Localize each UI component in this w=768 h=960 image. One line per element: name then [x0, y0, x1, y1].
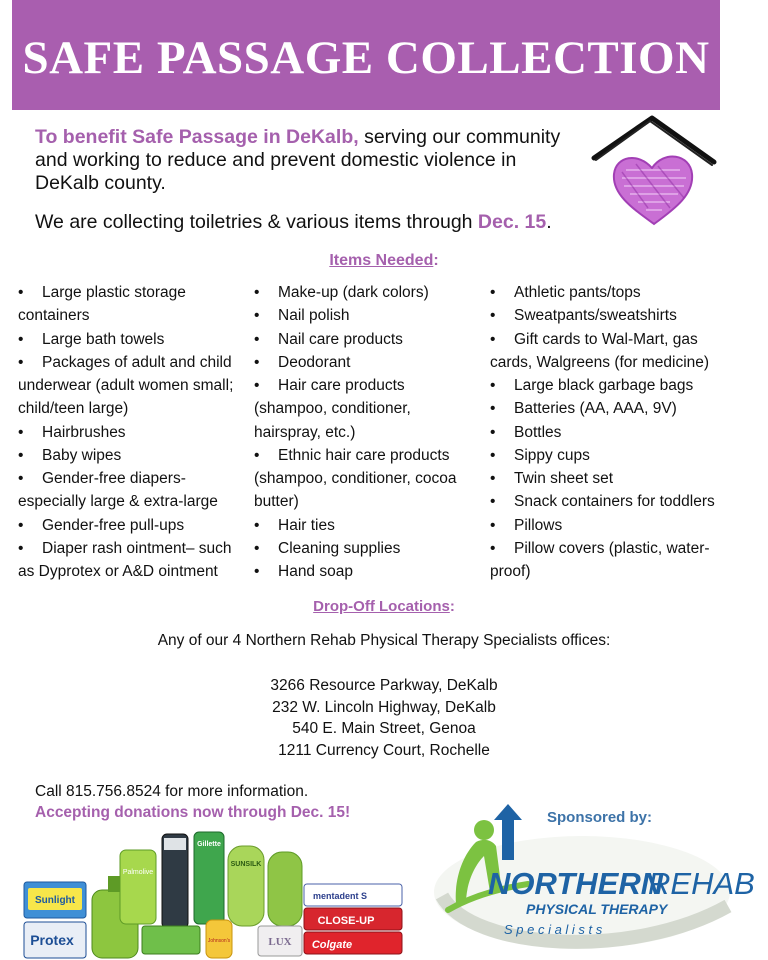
bullet-icon: •	[254, 353, 260, 371]
bullet-icon: •	[18, 446, 24, 464]
bullet-icon: •	[490, 446, 496, 464]
brand-sunlight: Sunlight	[35, 895, 75, 906]
address-list	[0, 675, 768, 761]
list-item: • Large plastic storage	[18, 281, 243, 304]
accepting-line: Accepting donations now through Dec. 15!	[35, 804, 351, 821]
bullet-icon: •	[254, 563, 260, 580]
list-item: • Gender-free diapers-	[18, 467, 243, 490]
sponsor-line2: PHYSICAL THERAPY	[526, 901, 668, 917]
bullet-icon: •	[490, 400, 496, 418]
bullet-icon: •	[490, 284, 496, 301]
brand-colgate: Colgate	[311, 939, 353, 951]
list-item: • Make-up (dark colors)	[254, 281, 474, 304]
bullet-icon: •	[490, 539, 496, 557]
list-item-continuation: containers	[18, 307, 90, 325]
brand-gillette: Gillette	[197, 841, 221, 848]
drop-off-heading-label: Drop-Off Locations	[313, 598, 450, 615]
bullet-icon: •	[18, 330, 24, 348]
bullet-icon: •	[18, 516, 24, 534]
bullet-icon: •	[490, 307, 496, 325]
sponsored-by-label: Sponsored by:	[547, 809, 653, 826]
collection-line	[35, 211, 635, 234]
list-item: • Hair care products	[254, 374, 474, 397]
bullet-icon: •	[18, 539, 24, 557]
toiletry-products-image	[22, 828, 407, 960]
list-item: • Deodorant	[254, 351, 474, 374]
bullet-icon: •	[490, 493, 496, 511]
bullet-icon: •	[254, 307, 260, 325]
address-item: 232 W. Lincoln Highway, DeKalb	[272, 698, 496, 716]
list-item-continuation: as Dyprotex or A&D ointment	[18, 563, 218, 580]
list-item: • Gender-free pull-ups	[18, 514, 243, 537]
bullet-icon: •	[18, 470, 24, 487]
bullet-icon: •	[254, 330, 260, 348]
list-item-continuation: especially large & extra-large	[18, 493, 218, 511]
bullet-icon: •	[490, 470, 496, 487]
bullet-icon: •	[490, 377, 496, 394]
list-item-continuation: butter)	[254, 493, 299, 511]
list-item: • Pillow covers (plastic, water-	[490, 537, 720, 560]
list-item-continuation: (shampoo, conditioner, cocoa	[254, 470, 457, 487]
sponsor-name-light: REHAB	[648, 866, 755, 901]
address-item: 1211 Currency Court, Rochelle	[278, 741, 490, 759]
list-item: • Baby wipes	[18, 444, 243, 467]
bullet-icon: •	[18, 353, 24, 371]
list-item: • Packages of adult and child	[18, 351, 243, 374]
address-item: 540 E. Main Street, Genoa	[292, 720, 476, 737]
page-title: SAFE PASSAGE COLLECTION	[22, 32, 710, 84]
title-banner	[12, 0, 720, 110]
bullet-icon: •	[254, 446, 260, 464]
list-item-continuation: (shampoo, conditioner,	[254, 400, 411, 418]
list-item: • Sweatpants/sweatshirts	[490, 304, 720, 327]
list-item: • Bottles	[490, 421, 720, 444]
brand-johnsons: Johnson's	[207, 938, 231, 944]
list-item: • Batteries (AA, AAA, 9V)	[490, 397, 720, 420]
brand-mentadent: mentadent S	[312, 891, 368, 901]
items-column-3	[490, 281, 720, 583]
list-item: • Pillows	[490, 514, 720, 537]
bullet-icon: •	[18, 284, 24, 301]
intro-paragraph	[35, 126, 585, 195]
list-item: • Twin sheet set	[490, 467, 720, 490]
list-item: • Large black garbage bags	[490, 374, 720, 397]
list-item-continuation: cards, Walgreens (for medicine)	[490, 353, 710, 371]
brand-sunsilk: SUNSILK	[230, 861, 262, 868]
brand-palmolive: Palmolive	[122, 869, 154, 876]
list-item: • Athletic pants/tops	[490, 281, 720, 304]
bullet-icon: •	[254, 516, 260, 534]
brand-protex: Protex	[30, 932, 74, 948]
list-item: • Nail care products	[254, 328, 474, 351]
bullet-icon: •	[490, 330, 496, 348]
bullet-icon: •	[18, 423, 24, 441]
list-item: • Large bath towels	[18, 328, 243, 351]
list-item: • Hair ties	[254, 514, 474, 537]
items-column-1	[18, 281, 243, 583]
collect-date: Dec. 15	[477, 211, 547, 233]
list-item: • Snack containers for toddlers	[490, 490, 720, 513]
bullet-icon: •	[490, 423, 496, 441]
drop-off-heading-colon: :	[449, 598, 455, 615]
sponsor-name-bold: NORTHERN	[488, 866, 664, 901]
list-item: • Diaper rash ointment– such	[18, 537, 243, 560]
list-item-continuation: hairspray, etc.)	[254, 423, 356, 441]
contact-line: Call 815.756.8524 for more information.	[35, 783, 309, 800]
items-heading-colon: :	[433, 252, 439, 269]
items-needed-heading	[0, 252, 768, 270]
bullet-icon: •	[254, 377, 260, 394]
bullet-icon: •	[490, 516, 496, 534]
address-item: 3266 Resource Parkway, DeKalb	[270, 677, 498, 694]
list-item-continuation: underwear (adult women small;	[18, 377, 234, 394]
list-item-continuation: child/teen large)	[18, 400, 129, 418]
items-column-2	[254, 281, 474, 583]
items-heading-label: Items Needed	[329, 252, 434, 269]
brand-lux: LUX	[268, 936, 292, 948]
list-item: • Ethnic hair care products	[254, 444, 474, 467]
bullet-icon: •	[254, 284, 260, 301]
list-item: • Hairbrushes	[18, 421, 243, 444]
list-item-continuation: proof)	[490, 563, 531, 580]
sponsor-line3: S p e c i a l i s t s	[504, 922, 603, 937]
list-item: • Sippy cups	[490, 444, 720, 467]
list-item: • Gift cards to Wal-Mart, gas	[490, 328, 720, 351]
brand-close-up: CLOSE-UP	[317, 915, 375, 927]
intro-text: serving our community and working to reduce and prevent domestic violence in DeKalb county.	[35, 126, 561, 194]
collect-text: We are collecting toiletries & various items through	[35, 211, 478, 233]
offices-line: Any of our 4 Northern Rehab Physical Therapy Specialists offices:	[157, 632, 611, 649]
list-item: • Cleaning supplies	[254, 537, 474, 560]
intro-highlight: To benefit Safe Passage in DeKalb,	[35, 126, 359, 148]
list-item: • Hand soap	[254, 560, 474, 583]
collect-period: .	[546, 211, 552, 233]
drop-off-heading	[0, 598, 768, 615]
list-item: • Nail polish	[254, 304, 474, 327]
bullet-icon: •	[254, 539, 260, 557]
